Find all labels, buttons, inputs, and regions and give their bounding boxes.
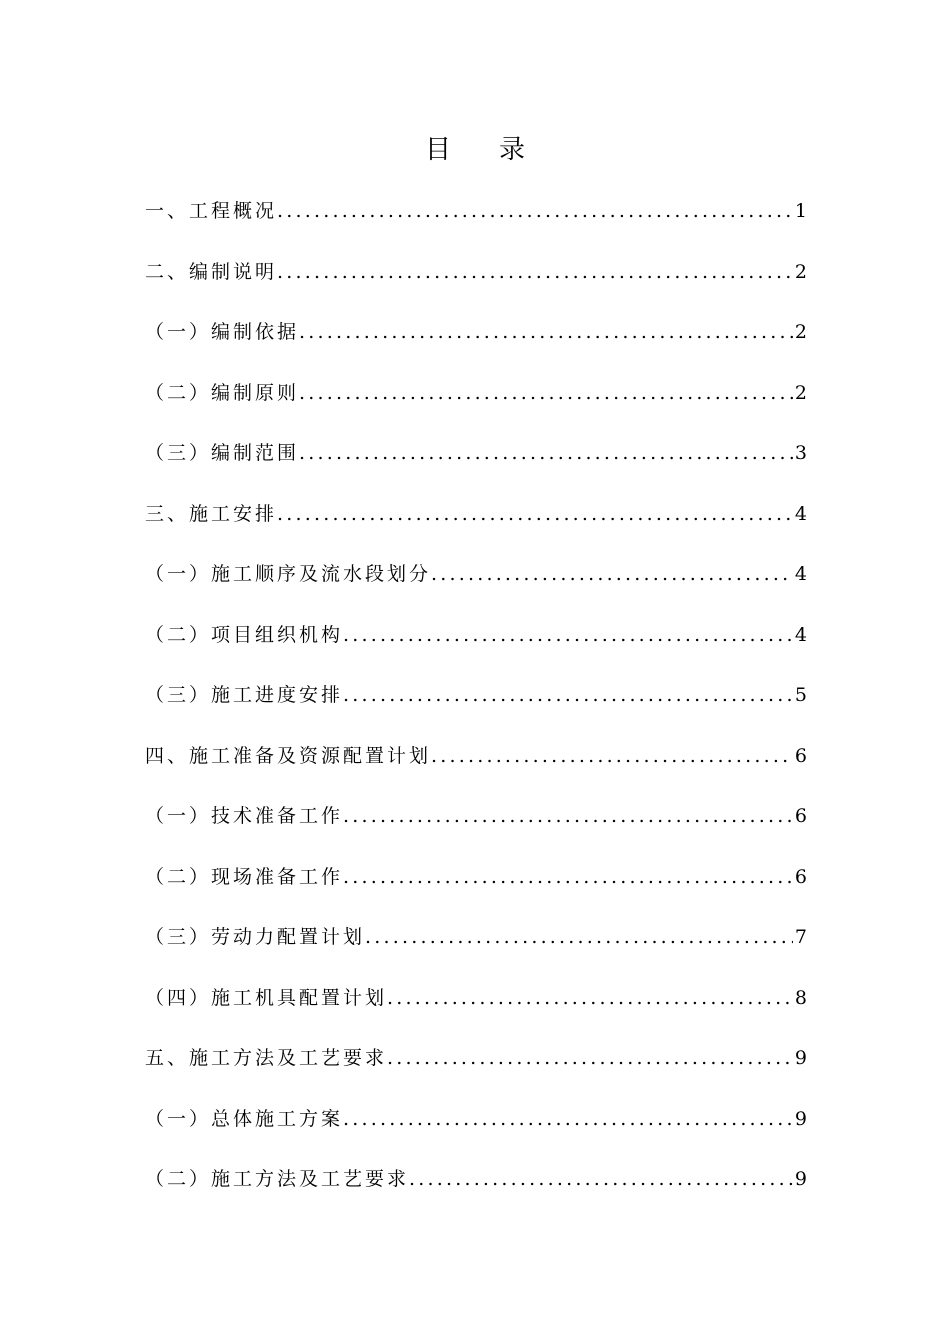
toc-entry[interactable]: [145, 1099, 807, 1160]
toc-page-number: 1: [794, 200, 807, 222]
toc-title: [0, 130, 950, 170]
toc-entry-text: （一）施工顺序及流水段划分: [145, 563, 432, 585]
toc-entry-text: （一）技术准备工作: [145, 805, 344, 827]
toc-entry[interactable]: [145, 191, 807, 252]
toc-page-number: 8: [794, 986, 807, 1009]
toc-dot-leader: [343, 675, 793, 715]
toc-entry[interactable]: [145, 917, 807, 978]
toc-page-number: 2: [794, 381, 807, 404]
toc-entry[interactable]: [145, 615, 807, 676]
toc-page-number: 4: [794, 623, 807, 646]
toc-dot-leader: [387, 1038, 793, 1078]
toc-page-number: 4: [794, 563, 807, 585]
toc-entry[interactable]: [145, 857, 807, 918]
toc-page-number: 2: [794, 260, 807, 283]
toc-entry-text: （一）总体施工方案: [145, 1107, 344, 1130]
toc-entry[interactable]: [145, 312, 807, 373]
toc-dot-leader: [277, 252, 793, 292]
toc-entry[interactable]: [145, 736, 807, 797]
toc-entry-text: （四）施工机具配置计划: [145, 986, 388, 1009]
toc-page-number: 6: [794, 805, 807, 827]
toc-entry-text: （二）项目组织机构: [145, 623, 344, 646]
toc-entry-text: （二）编制原则: [145, 381, 300, 404]
toc-entry[interactable]: [145, 373, 807, 434]
toc-page-number: 4: [794, 502, 807, 525]
toc-entry-text: 一、工程概况: [145, 200, 278, 222]
toc-page-number: 6: [794, 865, 807, 888]
toc-entry[interactable]: [145, 433, 807, 494]
toc-entry-text: （三）编制范围: [145, 442, 300, 464]
toc-dot-leader: [299, 373, 793, 413]
toc-dot-leader: [277, 494, 793, 534]
toc-dot-leader: [431, 736, 793, 776]
toc-entry[interactable]: [145, 796, 807, 857]
toc-entry-text: （二）现场准备工作: [145, 865, 344, 888]
toc-entry-text: 二、编制说明: [145, 260, 278, 283]
toc-page-number: 7: [794, 926, 807, 948]
toc-entry[interactable]: [145, 1038, 807, 1099]
toc-entry-text: 四、施工准备及资源配置计划: [145, 744, 432, 767]
toc-dot-leader: [343, 796, 793, 836]
toc-dot-leader: [431, 554, 793, 594]
toc-entry-text: （三）施工进度安排: [145, 684, 344, 706]
toc-page-number: 3: [794, 442, 807, 464]
toc-page-number: 6: [794, 744, 807, 767]
toc-dot-leader: [343, 857, 793, 897]
toc-dot-leader: [299, 312, 793, 352]
toc-entry-text: （一）编制依据: [145, 321, 300, 343]
toc-dot-leader: [277, 191, 793, 231]
toc-dot-leader: [365, 917, 793, 957]
toc-entry[interactable]: [145, 1159, 807, 1220]
toc-entry[interactable]: [145, 252, 807, 313]
toc-page-number: 5: [794, 684, 807, 706]
toc-dot-leader: [343, 615, 793, 655]
toc-entry[interactable]: [145, 554, 807, 615]
toc-entry-text: （三）劳动力配置计划: [145, 926, 366, 948]
toc-dot-leader: [343, 1099, 793, 1139]
toc-entry[interactable]: [145, 978, 807, 1039]
toc-page-number: 9: [794, 1047, 807, 1069]
toc-page-number: 2: [794, 321, 807, 343]
toc-page-number: 9: [794, 1168, 807, 1190]
toc-entry[interactable]: [145, 494, 807, 555]
toc-page-number: 9: [794, 1107, 807, 1130]
toc-title-char-1: 目: [424, 135, 451, 165]
toc-dot-leader: [409, 1159, 793, 1199]
toc-entry[interactable]: [145, 675, 807, 736]
toc-entry-text: 五、施工方法及工艺要求: [145, 1047, 388, 1069]
toc-list: [145, 191, 807, 1220]
toc-entry-text: （二）施工方法及工艺要求: [145, 1168, 410, 1190]
toc-title-char-2: 录: [499, 135, 526, 165]
toc-dot-leader: [387, 978, 793, 1018]
toc-entry-text: 三、施工安排: [145, 502, 278, 525]
toc-dot-leader: [299, 433, 793, 473]
